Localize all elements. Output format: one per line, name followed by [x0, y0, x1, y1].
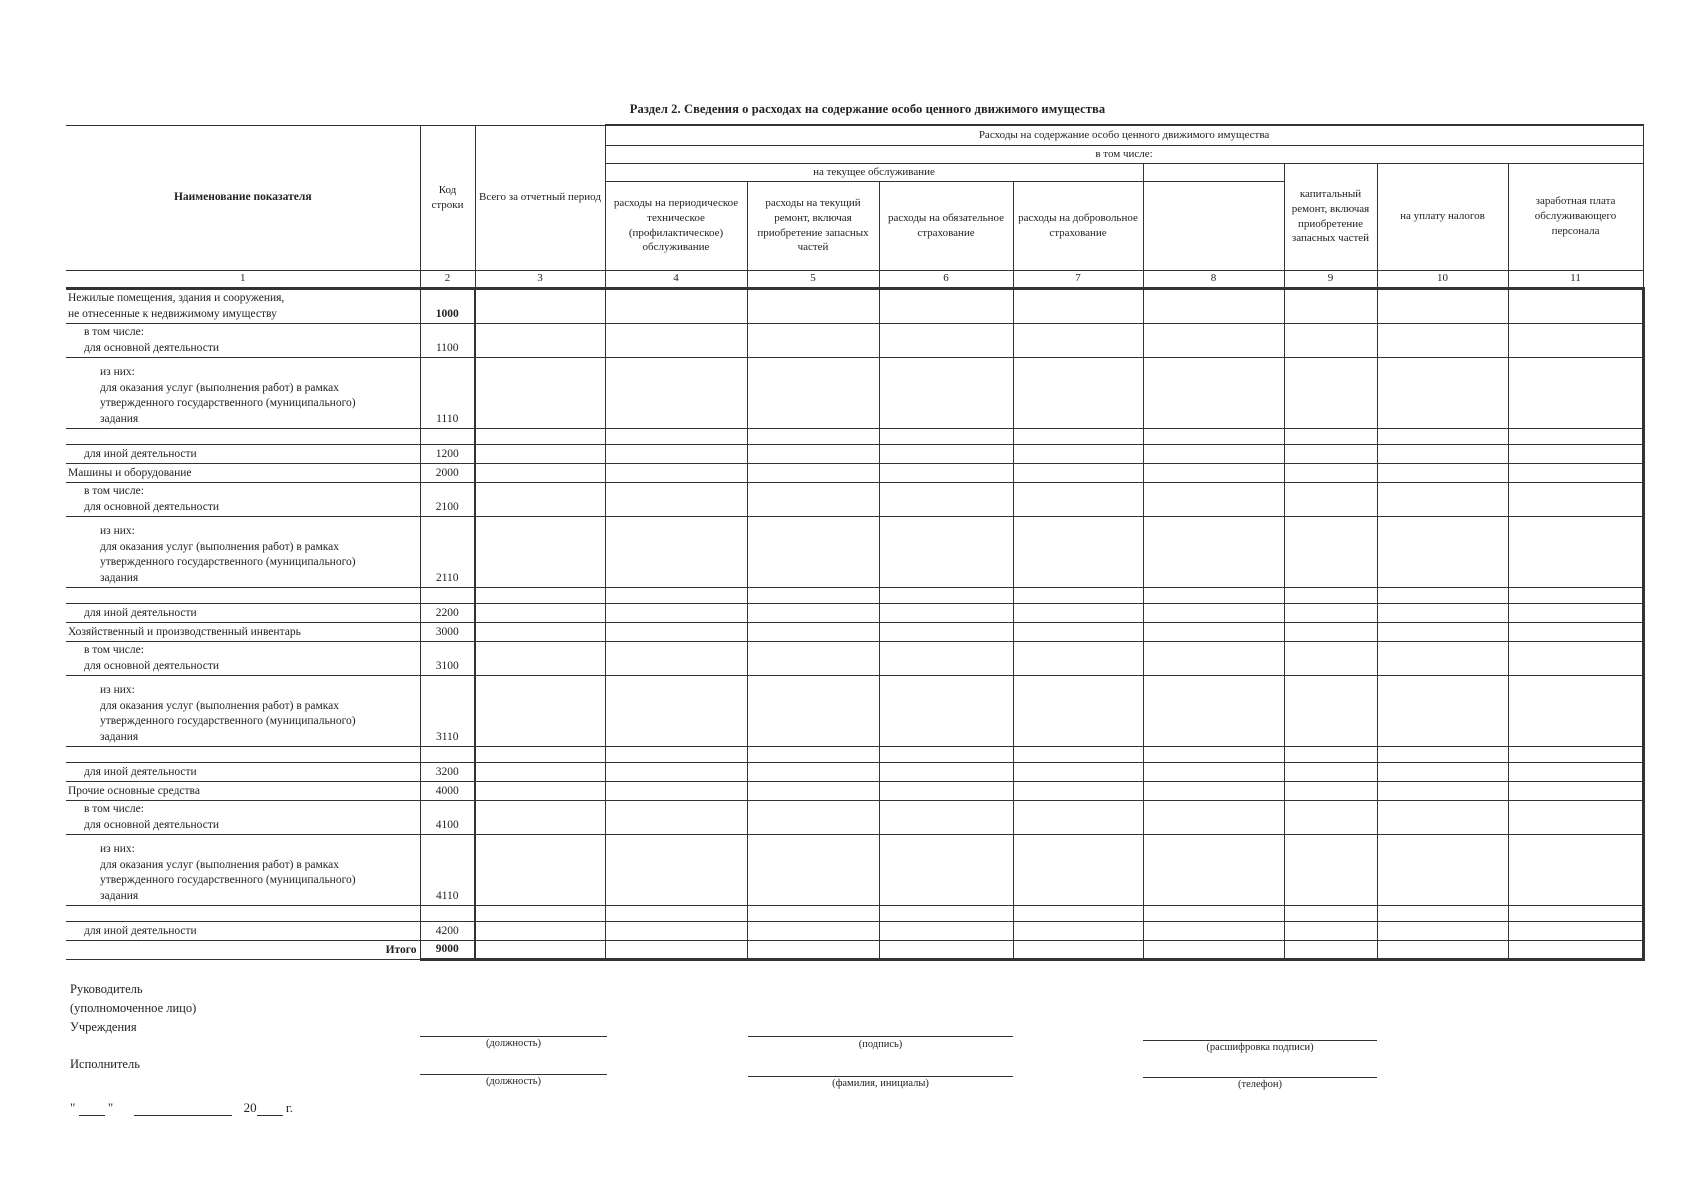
row-code: 3100 [420, 641, 475, 675]
value-cell[interactable] [1143, 516, 1284, 587]
value-cell[interactable] [1143, 603, 1284, 622]
value-cell[interactable] [475, 323, 605, 357]
row-label: для иной деятельности [66, 762, 420, 781]
value-cell[interactable] [747, 675, 879, 746]
col-number-8: 8 [1143, 270, 1284, 288]
table-row [66, 482, 1643, 516]
value-cell[interactable] [879, 641, 1013, 675]
value-cell[interactable] [475, 516, 605, 587]
value-cell[interactable] [475, 463, 605, 482]
value-cell[interactable] [1377, 781, 1508, 800]
value-cell[interactable] [605, 781, 747, 800]
row-code: 2100 [420, 482, 475, 516]
value-cell[interactable] [1284, 622, 1377, 641]
value-cell[interactable] [1284, 444, 1377, 463]
value-cell[interactable] [1013, 834, 1143, 905]
row-code: 9000 [420, 940, 475, 959]
value-cell[interactable] [1013, 921, 1143, 940]
total-label: Итого [66, 940, 420, 959]
row-label: Прочие основные средства [66, 781, 420, 800]
value-cell[interactable] [475, 834, 605, 905]
col-number-7: 7 [1013, 270, 1143, 288]
value-cell[interactable] [1013, 641, 1143, 675]
executor-position-line[interactable] [420, 1074, 607, 1075]
value-cell[interactable] [1377, 940, 1508, 959]
table-row [66, 288, 1643, 323]
value-cell[interactable] [1377, 800, 1508, 834]
value-cell[interactable] [1508, 357, 1643, 428]
row-label: в том числе: для основной деятельности [66, 482, 420, 516]
value-cell[interactable] [879, 622, 1013, 641]
value-cell[interactable] [1013, 675, 1143, 746]
row-code: 4110 [420, 834, 475, 905]
value-cell[interactable] [1013, 463, 1143, 482]
value-cell[interactable] [747, 357, 879, 428]
row-code: 4000 [420, 781, 475, 800]
value-cell[interactable] [605, 675, 747, 746]
value-cell[interactable] [475, 357, 605, 428]
executor-label: Исполнитель [70, 1057, 140, 1071]
value-cell[interactable] [1377, 834, 1508, 905]
value-cell[interactable] [1284, 781, 1377, 800]
value-cell[interactable] [1013, 288, 1143, 323]
value-cell[interactable] [1143, 834, 1284, 905]
table-row [66, 603, 1643, 622]
value-cell[interactable] [1284, 641, 1377, 675]
table-row [66, 622, 1643, 641]
table-row [66, 357, 1643, 428]
value-cell[interactable] [605, 288, 747, 323]
table-row [66, 800, 1643, 834]
header-name: Наименование показателя [66, 125, 420, 270]
col-number-3: 3 [475, 270, 605, 288]
value-cell[interactable] [605, 463, 747, 482]
value-cell[interactable] [1508, 288, 1643, 323]
table-row [66, 834, 1643, 905]
value-cell[interactable] [1508, 675, 1643, 746]
table-row [66, 675, 1643, 746]
value-cell[interactable] [1508, 444, 1643, 463]
value-cell[interactable] [1284, 482, 1377, 516]
value-cell[interactable] [1284, 762, 1377, 781]
value-cell[interactable] [747, 516, 879, 587]
total-row [66, 940, 1643, 959]
value-cell[interactable] [1508, 834, 1643, 905]
value-cell[interactable] [1377, 444, 1508, 463]
header-col9: на уплату налогов [1377, 163, 1508, 270]
value-cell[interactable] [879, 323, 1013, 357]
value-cell[interactable] [1284, 800, 1377, 834]
value-cell[interactable] [1508, 603, 1643, 622]
value-cell[interactable] [1284, 834, 1377, 905]
header-col8: капитальный ремонт, включая приобретение запасных частей [1284, 163, 1377, 270]
value-cell[interactable] [1143, 781, 1284, 800]
value-cell[interactable] [1143, 921, 1284, 940]
value-cell[interactable] [747, 323, 879, 357]
executor-position-caption: (должность) [485, 1076, 542, 1087]
row-label: в том числе: для основной деятельности [66, 800, 420, 834]
value-cell[interactable] [879, 288, 1013, 323]
value-cell[interactable] [1013, 444, 1143, 463]
expenses-table [66, 124, 1644, 961]
value-cell[interactable] [879, 800, 1013, 834]
row-label: Нежилые помещения, здания и сооружения, не отнесенные к недвижимому имуществу [66, 288, 420, 323]
value-cell[interactable] [605, 622, 747, 641]
value-cell[interactable] [747, 781, 879, 800]
row-code: 1200 [420, 444, 475, 463]
header-col4: расходы на периодическое техническое (профилактическое) обслуживание [605, 181, 747, 270]
value-cell[interactable] [475, 444, 605, 463]
value-cell[interactable] [1377, 357, 1508, 428]
value-cell[interactable] [1143, 641, 1284, 675]
value-cell[interactable] [1508, 641, 1643, 675]
value-cell[interactable] [1013, 603, 1143, 622]
value-cell[interactable] [1013, 516, 1143, 587]
row-label: из них: для оказания услуг (выполнения работ) в рамках утвержденного государственного (муниципального) задания [66, 675, 420, 746]
value-cell[interactable] [1143, 357, 1284, 428]
table-row [66, 641, 1643, 675]
col-number-5: 5 [747, 270, 879, 288]
value-cell[interactable] [747, 834, 879, 905]
value-cell[interactable] [475, 288, 605, 323]
value-cell[interactable] [605, 323, 747, 357]
date-field: " " 20 г. [70, 1100, 293, 1115]
value-cell[interactable] [1508, 463, 1643, 482]
row-code: 3200 [420, 762, 475, 781]
value-cell[interactable] [1284, 675, 1377, 746]
row-label: для иной деятельности [66, 444, 420, 463]
row-code: 4200 [420, 921, 475, 940]
value-cell[interactable] [1508, 482, 1643, 516]
table-row [66, 323, 1643, 357]
value-cell[interactable] [1284, 940, 1377, 959]
value-cell[interactable] [1508, 622, 1643, 641]
value-cell[interactable] [1143, 323, 1284, 357]
row-label: для иной деятельности [66, 603, 420, 622]
row-code: 1100 [420, 323, 475, 357]
header-blank-8 [1143, 163, 1284, 181]
signature-caption: (подпись) [858, 1039, 903, 1050]
executor-name-caption: (фамилия, инициалы) [832, 1078, 929, 1089]
value-cell[interactable] [879, 781, 1013, 800]
value-cell[interactable] [879, 834, 1013, 905]
table-row [66, 463, 1643, 482]
spacer-row [66, 587, 1643, 603]
date-month-blank[interactable] [134, 1101, 232, 1116]
col-number-1: 1 [66, 270, 420, 288]
header-expenses: Расходы на содержание особо ценного движимого имущества [605, 125, 1643, 145]
value-cell[interactable] [605, 762, 747, 781]
value-cell[interactable] [1508, 323, 1643, 357]
value-cell[interactable] [475, 921, 605, 940]
value-cell[interactable] [1284, 323, 1377, 357]
value-cell[interactable] [1508, 921, 1643, 940]
value-cell[interactable] [1377, 762, 1508, 781]
row-code: 3000 [420, 622, 475, 641]
value-cell[interactable] [605, 940, 747, 959]
value-cell[interactable] [879, 463, 1013, 482]
value-cell[interactable] [747, 603, 879, 622]
value-cell[interactable] [1377, 921, 1508, 940]
value-cell[interactable] [1377, 675, 1508, 746]
header-code: Код строки [420, 125, 475, 270]
value-cell[interactable] [1143, 482, 1284, 516]
value-cell[interactable] [1143, 444, 1284, 463]
value-cell[interactable] [1377, 482, 1508, 516]
value-cell[interactable] [1013, 762, 1143, 781]
value-cell[interactable] [1143, 675, 1284, 746]
value-cell[interactable] [1284, 288, 1377, 323]
row-label: из них: для оказания услуг (выполнения работ) в рамках утвержденного государственного (муниципального) задания [66, 834, 420, 905]
phone-caption: (телефон) [1238, 1079, 1282, 1090]
header-including: в том числе: [605, 145, 1643, 163]
value-cell[interactable] [747, 641, 879, 675]
spacer-row [66, 428, 1643, 444]
value-cell[interactable] [1377, 463, 1508, 482]
value-cell[interactable] [1377, 323, 1508, 357]
value-cell[interactable] [1377, 288, 1508, 323]
value-cell[interactable] [1284, 603, 1377, 622]
row-label: в том числе: для основной деятельности [66, 323, 420, 357]
value-cell[interactable] [605, 516, 747, 587]
value-cell[interactable] [605, 921, 747, 940]
value-cell[interactable] [879, 444, 1013, 463]
value-cell[interactable] [1377, 622, 1508, 641]
value-cell[interactable] [747, 940, 879, 959]
value-cell[interactable] [605, 603, 747, 622]
table-row [66, 762, 1643, 781]
header-col10: заработная плата обслуживающего персонала [1508, 163, 1643, 270]
value-cell[interactable] [747, 288, 879, 323]
row-label: из них: для оказания услуг (выполнения работ) в рамках утвержденного государственного (муниципального) задания [66, 357, 420, 428]
position-caption: (должность) [485, 1038, 542, 1049]
value-cell[interactable] [747, 444, 879, 463]
signature-line[interactable] [748, 1036, 1013, 1037]
row-label: Машины и оборудование [66, 463, 420, 482]
header-col7: расходы на добровольное страхование [1013, 181, 1143, 270]
value-cell[interactable] [605, 641, 747, 675]
value-cell[interactable] [1143, 463, 1284, 482]
value-cell[interactable] [1143, 800, 1284, 834]
value-cell[interactable] [1508, 940, 1643, 959]
col-number-11: 11 [1508, 270, 1643, 288]
value-cell[interactable] [1013, 781, 1143, 800]
position-line[interactable] [420, 1036, 607, 1037]
value-cell[interactable] [747, 482, 879, 516]
value-cell[interactable] [1143, 762, 1284, 781]
value-cell[interactable] [1013, 800, 1143, 834]
value-cell[interactable] [475, 641, 605, 675]
spacer-row [66, 905, 1643, 921]
value-cell[interactable] [475, 603, 605, 622]
row-label: для иной деятельности [66, 921, 420, 940]
value-cell[interactable] [1284, 357, 1377, 428]
date-year-blank[interactable] [257, 1101, 283, 1116]
header-total: Всего за отчетный период [475, 125, 605, 270]
value-cell[interactable] [1143, 288, 1284, 323]
row-code: 1000 [420, 288, 475, 323]
row-label: Хозяйственный и производственный инвентарь [66, 622, 420, 641]
value-cell[interactable] [1284, 516, 1377, 587]
value-cell[interactable] [879, 940, 1013, 959]
head-label: Руководитель (уполномоченное лицо) Учреждения [70, 982, 197, 1034]
value-cell[interactable] [1013, 357, 1143, 428]
value-cell[interactable] [1508, 800, 1643, 834]
col-number-10: 10 [1377, 270, 1508, 288]
value-cell[interactable] [475, 762, 605, 781]
header-col6: расходы на обязательное страхование [879, 181, 1013, 270]
decoding-caption: (расшифровка подписи) [1206, 1042, 1314, 1053]
value-cell[interactable] [475, 940, 605, 959]
value-cell[interactable] [747, 800, 879, 834]
row-label: из них: для оказания услуг (выполнения работ) в рамках утвержденного государственного (муниципального) задания [66, 516, 420, 587]
value-cell[interactable] [1377, 516, 1508, 587]
row-label: в том числе: для основной деятельности [66, 641, 420, 675]
value-cell[interactable] [605, 444, 747, 463]
value-cell[interactable] [475, 781, 605, 800]
value-cell[interactable] [747, 762, 879, 781]
row-code: 2000 [420, 463, 475, 482]
value-cell[interactable] [1013, 622, 1143, 641]
value-cell[interactable] [879, 603, 1013, 622]
value-cell[interactable] [1508, 781, 1643, 800]
value-cell[interactable] [1013, 482, 1143, 516]
value-cell[interactable] [1284, 463, 1377, 482]
value-cell[interactable] [1143, 622, 1284, 641]
value-cell[interactable] [1508, 762, 1643, 781]
value-cell[interactable] [1284, 921, 1377, 940]
value-cell[interactable] [747, 921, 879, 940]
value-cell[interactable] [879, 675, 1013, 746]
row-code: 4100 [420, 800, 475, 834]
phone-line[interactable] [1143, 1077, 1377, 1078]
value-cell[interactable] [1013, 323, 1143, 357]
date-day-blank[interactable] [79, 1101, 105, 1116]
value-cell[interactable] [879, 357, 1013, 428]
value-cell[interactable] [879, 921, 1013, 940]
table-row [66, 516, 1643, 587]
col-number-9: 9 [1284, 270, 1377, 288]
row-code: 1110 [420, 357, 475, 428]
value-cell[interactable] [1508, 516, 1643, 587]
value-cell[interactable] [1013, 940, 1143, 959]
value-cell[interactable] [605, 834, 747, 905]
value-cell[interactable] [747, 622, 879, 641]
row-code: 3110 [420, 675, 475, 746]
value-cell[interactable] [605, 800, 747, 834]
value-cell[interactable] [475, 675, 605, 746]
col-number-6: 6 [879, 270, 1013, 288]
value-cell[interactable] [1143, 940, 1284, 959]
value-cell[interactable] [475, 622, 605, 641]
value-cell[interactable] [475, 800, 605, 834]
value-cell[interactable] [879, 762, 1013, 781]
spacer-row [66, 746, 1643, 762]
value-cell[interactable] [747, 463, 879, 482]
executor-name-line[interactable] [748, 1076, 1013, 1077]
col-number-4: 4 [605, 270, 747, 288]
value-cell[interactable] [605, 357, 747, 428]
value-cell[interactable] [475, 482, 605, 516]
decoding-line[interactable] [1143, 1040, 1377, 1041]
value-cell[interactable] [1377, 603, 1508, 622]
col-number-2: 2 [420, 270, 475, 288]
header-current-service: на текущее обслуживание [605, 163, 1143, 181]
table-row [66, 781, 1643, 800]
row-code: 2200 [420, 603, 475, 622]
value-cell[interactable] [879, 516, 1013, 587]
value-cell[interactable] [605, 482, 747, 516]
table-row [66, 444, 1643, 463]
row-code: 2110 [420, 516, 475, 587]
value-cell[interactable] [879, 482, 1013, 516]
table-row [66, 921, 1643, 940]
page-title: Раздел 2. Сведения о расходах на содержание особо ценного движимого имущества [629, 102, 1106, 116]
value-cell[interactable] [1377, 641, 1508, 675]
header-col5: расходы на текущий ремонт, включая приобретение запасных частей [747, 181, 879, 270]
